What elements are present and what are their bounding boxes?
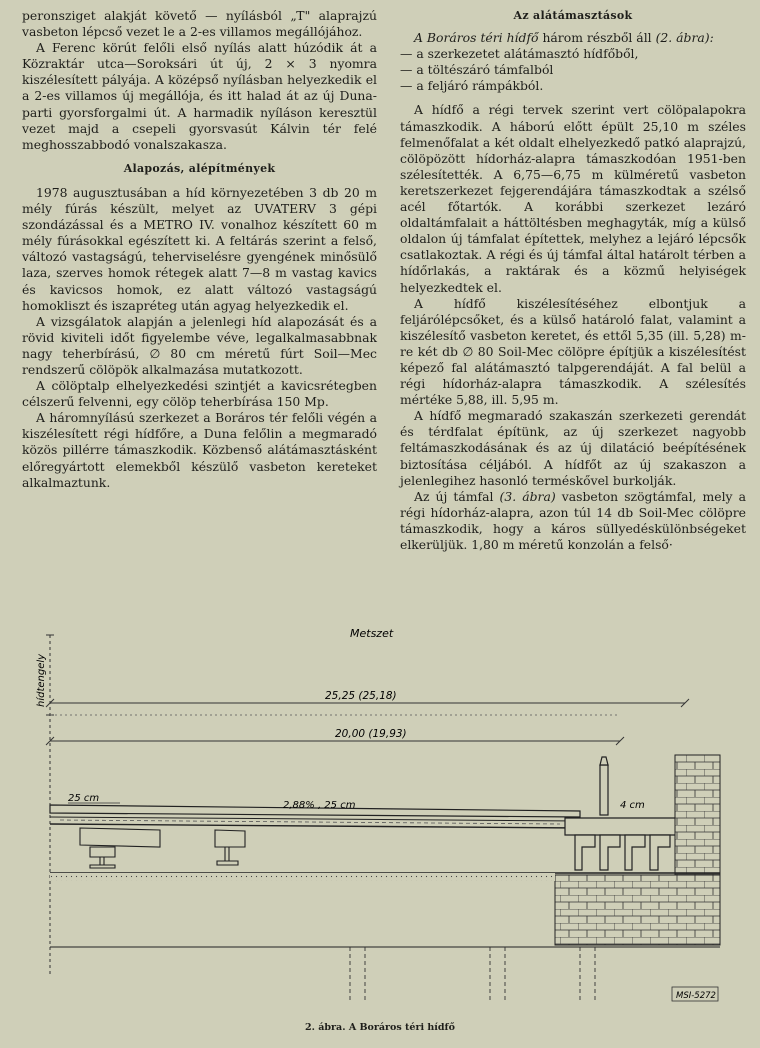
list-item: — a szerkezetet alátámasztó hídfőből,	[400, 46, 639, 62]
figure-ref: (2. ábra):	[655, 30, 714, 46]
paragraph: A háromnyílású szerkezet a Boráros tér felőli végén a kiszélesített régi hídfőre, a Duna felőlin a megmaradó közös pillérre támaszkodik. Közbenső alátámasztásként előregyártott elemekből készülő vasbeton kereteket alkalmaztunk.	[22, 410, 377, 490]
figure-section-drawing	[20, 615, 740, 1015]
para-text: vasbeton szögtámfal, mely a régi hídorház-alapra, azon túl 14 db Soil-Mec cölöpre támaszkodik, hogy a káros süllyedéskülönbségeket elkerüljük. 1,80 m méretű konzolán a felső·	[400, 488, 746, 552]
dim-inner-label: 20,00 (19,93)	[335, 728, 407, 740]
right-column	[400, 8, 746, 553]
intro-emphasis: A Boráros téri hídfő	[414, 30, 539, 46]
paragraph	[400, 489, 746, 553]
paragraph: peronsziget alakját követő — nyílásból „T" alaprajzú vasbeton lépcső vezet le a 2-es villamos megállójához.	[22, 8, 377, 40]
dimension-top	[46, 690, 689, 707]
stone-foundation	[555, 875, 720, 945]
figure-ref: (3. ábra)	[499, 488, 556, 504]
list-item: — a töltészáró támfalból	[400, 62, 554, 78]
label-left: 25 cm	[68, 793, 100, 804]
drawing-stamp: MSI-5272	[676, 991, 716, 1001]
stone-wall	[675, 755, 720, 875]
left-column	[22, 8, 377, 491]
paragraph: A hídfő kiszélesítéséhez elbontjuk a feljárólépcsőket, és a külső határoló falat, valamint a kiszélesítő vasbeton keretet, és ettől 5,35 (ill. 5,28) m-re két db ∅ 80 Soil-Mec cölöpre építjük a kiszélesítést képező fal alátámasztó talpgerendáját. A fal belül a régi hídorház-alapra támaszkodik. A szélesítés mértéke 5,88, ill. 5,95 m.	[400, 295, 746, 408]
dim-top-label: 25,25 (25,18)	[325, 690, 397, 702]
figure-caption: 2. ábra. A Boráros téri hídfő	[305, 1022, 455, 1033]
paragraph	[400, 30, 746, 46]
section-drawing-svg	[20, 615, 740, 1015]
deck-beams	[80, 828, 245, 868]
axis-side-label: hídtengely	[36, 653, 47, 707]
section-heading: Alapozás, alépítmények	[123, 161, 276, 175]
deck-slab	[50, 793, 645, 828]
label-right: 4 cm	[620, 800, 645, 811]
section-heading: Az alátámasztások	[513, 9, 633, 22]
figure-title: Metszet	[350, 627, 394, 640]
paragraph: A Ferenc körút felőli első nyílás alatt húzódik át a Közraktár utca—Soroksári út új, 2 × 3 nyomra kiszélesített pályája. A középső nyílásban helyezkedik el a 2-es villamos új megállója, és itt halad át az új Duna-parti gyorsforgalmi út. A harmadik nyíláson keresztül vezet majd a csepeli gyorsvasút Kálvin tér felé meghosszabbodó vonalszakasza.	[22, 40, 377, 152]
intro-text: három részből áll	[538, 30, 656, 46]
abutment-piers	[565, 757, 680, 870]
para-text: Az új támfal	[414, 488, 500, 504]
paragraph: A cölöptalp elhelyezkedési szintjét a kavicsrétegben célszerű felvenni, egy cölöp teherbírása 150 Mp.	[22, 378, 377, 410]
paragraph: A hídfő a régi tervek szerint vert cölöpalapokra támaszkodik. A háború előtt épült 25,10 m széles felmenőfalat a két oldalt elhelyezkedő patkó alaprajzú, cölöpözött hídorház-alapra támaszkodóan 1951-ben szélesítették. A 6,75—6,75 m külméretű vasbeton keretszerkezet fejgerendájára támaszkodtak a szélső acél főtartók. A korábbi szerkezet lezáró oldaltámfalait a háttöltésben meghagyták, míg a külső oldalon új támfalat építettek, melyhez a lejáró lépcsők csatlakoztak. A régi és új támfal által határolt térben a hídőrlakás, a raktárak és a közmű helyiségek helyezkedtek el.	[400, 102, 746, 295]
ground-fill	[50, 873, 555, 881]
paragraph: 1978 augusztusában a híd környezetében 3 db 20 m mély fúrás készült, melyet az UVATERV 3 gépi szondázással és a METRO IV. vonalhoz készített 60 m mély fúrásokkal egészített ki. A feltárás szerint a felső, változó vastagságú, teherviselésre gyengének minősülő laza, szerves homok rétegek alatt 7—8 m vastag kavics és kavicsos homok, ez alatt változó vastagságú homokliszt és iszapréteg után agyag helyezkedik el.	[22, 184, 377, 313]
label-slope: 2,88% , 25 cm	[283, 800, 356, 811]
dimension-inner	[46, 728, 624, 745]
paragraph: A vizsgálatok alapján a jelenlegi híd alapozását és a rövid kiviteli időt figyelembe véve, legalkalmasabbnak nagy teherbírású, ∅ 80 cm méretű fúrt Soil—Mec rendszerű cölöpök alkalmazása mutatkozott.	[22, 313, 377, 377]
pile-lines	[350, 947, 595, 1000]
paragraph: A hídfő megmaradó szakaszán szerkezeti gerendát és térdfalat építünk, az új szerkezet nagyobb feltámaszkodásának és az új dilatáció beépítésének biztosítása céljából. A hídfőt az új szakaszon a jelenlegihez hasonló terméskővel burkolják.	[400, 408, 746, 488]
list-item: — a feljáró rámpákból.	[400, 78, 544, 94]
